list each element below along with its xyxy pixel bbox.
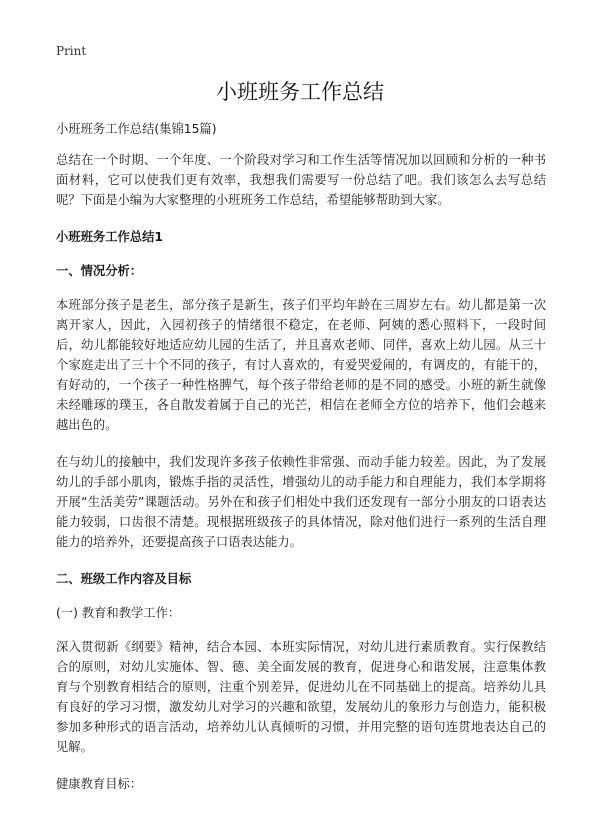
education-heading: (一) 教育和教学工作：	[56, 606, 181, 620]
analysis-paragraph-2: 在与幼儿的接触中，我们发现许多孩子依赖性非常强、而动手能力较差。因此，为了发展幼儿的手部小肌肉，锻炼手指的灵活性，增强幼儿的动手能力和自理能力，我们本学期将开展“生活美劳”课题活动。另外在和孩子们相处中我们还发现有一部分小朋友的口语表达能力较弱，口齿很不清楚。现根据班级孩子的具体情况，除对他们进行一系列的生活自理能力的培养外，还要提高孩子口语表达能力。	[56, 455, 546, 549]
health-heading: 健康教育目标：	[56, 777, 143, 791]
content-heading: 二、班级工作内容及目标	[56, 572, 192, 586]
print-link[interactable]: Print	[56, 44, 87, 58]
education-paragraph: 深入贯彻新《纲要》精神，结合本园、本班实际情况，对幼儿进行素质教育。实行保教结合的原则，对幼儿实施体、智、德、美全面发展的教育，促进身心和谐发展，注意集体教育与个别教育相结合的原则，注重个别差异，促进幼儿在不同基础上的提高。培养幼儿具有良好的学习习惯，激发幼儿对学习的兴趣和欲望，发展幼儿的象形力与创造力，能积极参加多种形式的语言活动，培养幼儿认真倾听的习惯，并用完整的语句连贯地表达自己的见解。	[56, 640, 546, 754]
intro-paragraph: 总结在一个时期、一个年度、一个阶段对学习和工作生活等情况加以回顾和分析的一种书面材料，它可以使我们更有效率，我想我们需要写一份总结了吧。我们该怎么去写总结呢？下面是小编为大家整理的小班班务工作总结，希望能够帮助到大家。	[56, 153, 546, 207]
analysis-heading: 一、情况分析：	[56, 264, 143, 278]
section-title: 小班班务工作总结1	[56, 230, 163, 244]
analysis-paragraph-1: 本班部分孩子是老生，部分孩子是新生，孩子们平均年龄在三周岁左右。幼儿都是第一次离开家人，因此，入园初孩子的情绪很不稳定，在老师、阿姨的悉心照料下，一段时间后，幼儿都能较好地适应幼儿园的生活了，并且喜欢老师、同伴，喜欢上幼儿园。从三十个家庭走出了三十个不同的孩子，有讨人喜欢的，有爱哭爱闹的，有调皮的，有能干的，有好动的，一个孩子一种性格脾气，每个孩子带给老师的是不同的感受。小班的新生就像未经雕琢的璞玉，各自散发着属于自己的光芒，相信在老师全方位的培养下，他们会越来越出色的。	[56, 298, 546, 432]
page-title: 小班班务工作总结	[216, 80, 384, 104]
document-body	[56, 119, 546, 808]
document-subtitle: 小班班务工作总结(集锦15篇)	[56, 122, 217, 136]
